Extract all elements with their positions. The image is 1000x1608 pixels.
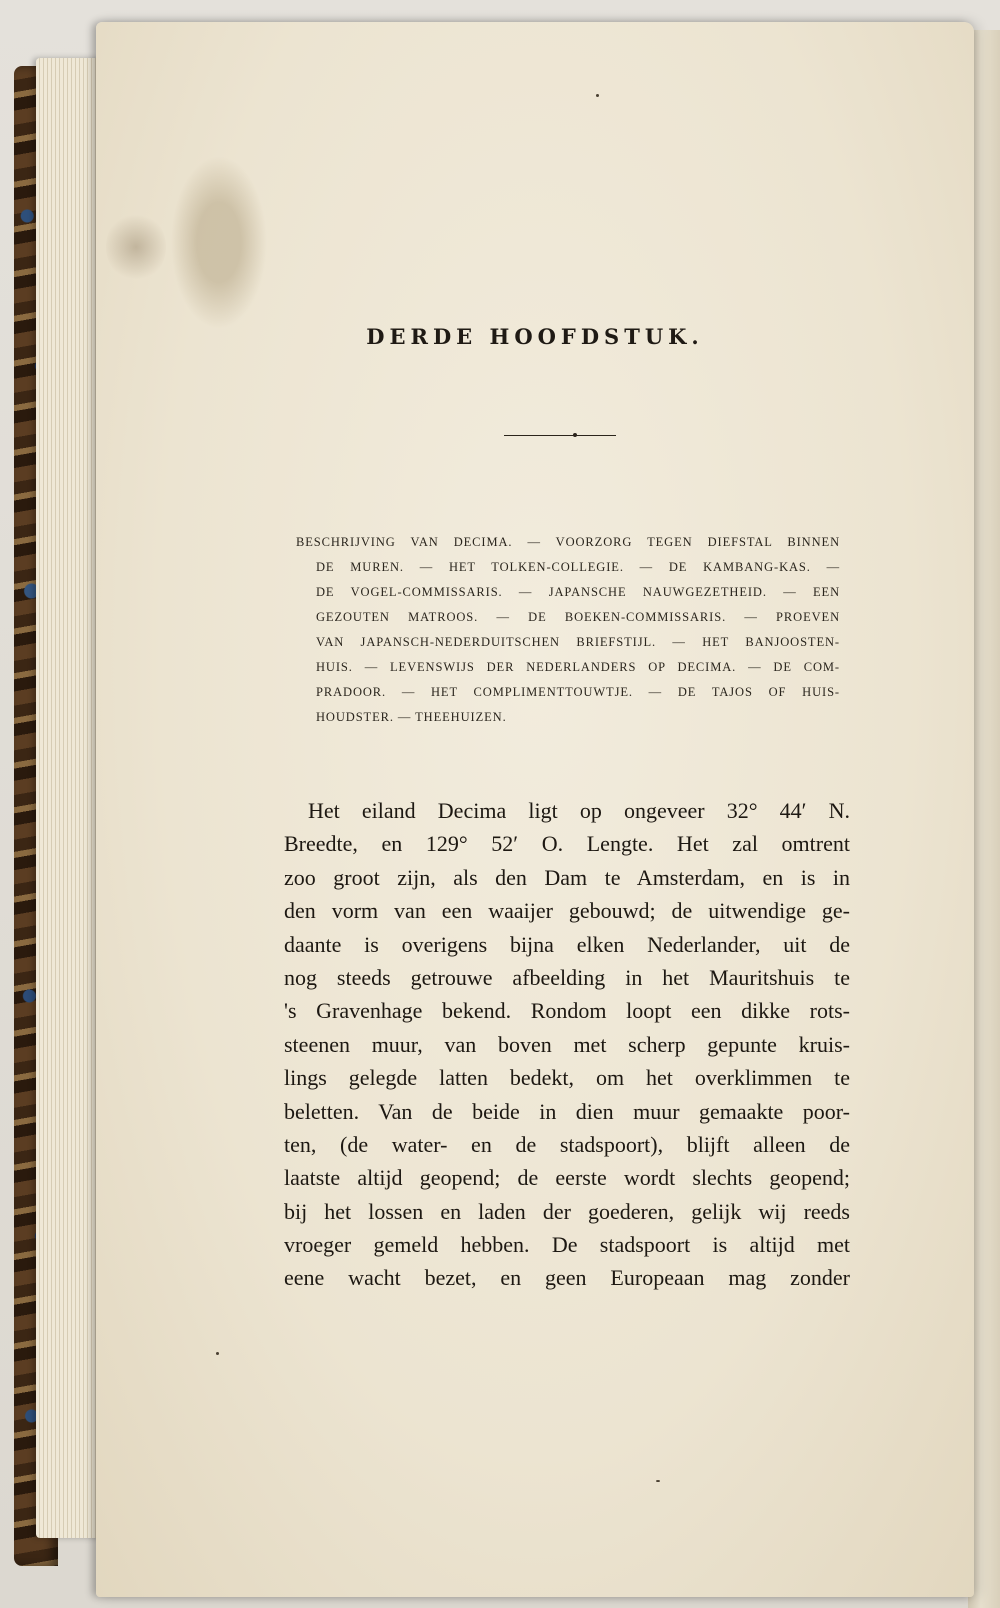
summary-line: BESCHRIJVING VAN DECIMA. — VOORZORG TEGEN DIEFSTAL BINNEN	[296, 535, 840, 549]
rule-ornament-dot	[573, 433, 577, 437]
body-line: zoo groot zijn, als den Dam te Amsterdam, en is in	[284, 864, 850, 890]
chapter-summary	[296, 530, 840, 730]
body-line: nog steeds getrouwe afbeelding in het Mauritshuis te	[284, 964, 850, 990]
body-line: ten, (de water- en de stadspoort), blijft alleen de	[284, 1131, 850, 1157]
body-line: beletten. Van de beide in dien muur gemaakte poor-	[284, 1098, 850, 1124]
summary-line: GEZOUTEN MATROOS. — DE BOEKEN-COMMISSARIS. — PROEVEN	[316, 610, 840, 624]
paper-speck	[216, 1352, 219, 1355]
body-paragraph	[284, 794, 850, 1295]
ornamental-rule	[504, 435, 616, 436]
summary-line: HOUDSTER. — THEEHUIZEN.	[316, 710, 507, 724]
paper-speck	[656, 1480, 660, 1482]
body-line: vroeger gemeld hebben. De stadspoort is altijd met	[284, 1232, 850, 1258]
foxing-stain	[106, 212, 166, 282]
summary-line: PRADOOR. — HET COMPLIMENTTOUWTJE. — DE TAJOS OF HUIS-	[316, 685, 840, 699]
body-line: bij het lossen en laden der goederen, gelijk wij reeds	[284, 1198, 850, 1224]
body-line: laatste altijd geopend; de eerste wordt slechts geopend;	[284, 1165, 850, 1191]
summary-line: VAN JAPANSCH-NEDERDUITSCHEN BRIEFSTIJL. — HET BANJOOSTEN-	[316, 635, 840, 649]
body-line: den vorm van een waaijer gebouwd; de uitwendige ge-	[284, 898, 850, 924]
paper-speck	[596, 94, 599, 97]
body-line: eene wacht bezet, en geen Europeaan mag zonder	[284, 1265, 850, 1291]
summary-line: DE VOGEL-COMMISSARIS. — JAPANSCHE NAUWGEZETHEID. — EEN	[316, 585, 840, 599]
summary-line: HUIS. — LEVENSWIJS DER NEDERLANDERS OP DECIMA. — DE COM-	[316, 660, 840, 674]
summary-line: DE MUREN. — HET TOLKEN-COLLEGIE. — DE KAMBANG-KAS. —	[316, 560, 840, 574]
chapter-heading: DERDE HOOFDSTUK.	[366, 324, 704, 349]
body-line: Het eiland Decima ligt op ongeveer 32° 44′ N.	[308, 798, 850, 823]
body-line: Breedte, en 129° 52′ O. Lengte. Het zal omtrent	[284, 831, 850, 857]
book-page	[96, 22, 974, 1597]
body-line: daante is overigens bijna elken Nederlander, uit de	[284, 931, 850, 957]
body-line: steenen muur, van boven met scherp gepunte kruis-	[284, 1031, 850, 1057]
body-line: 's Gravenhage bekend. Rondom loopt een dikke rots-	[284, 998, 850, 1024]
body-line: lings gelegde latten bedekt, om het overklimmen te	[284, 1065, 850, 1091]
